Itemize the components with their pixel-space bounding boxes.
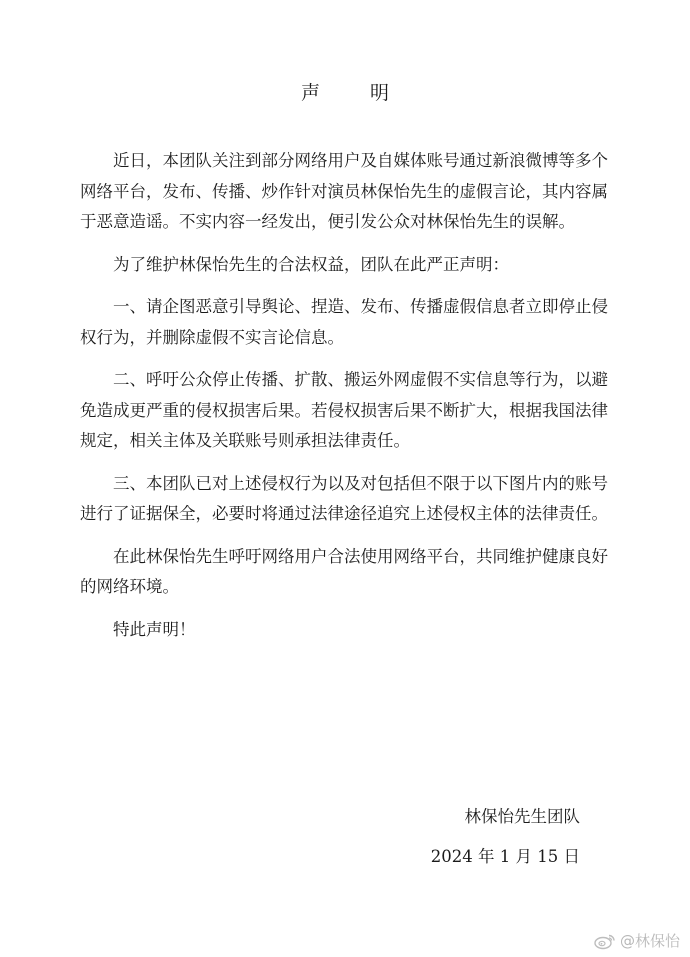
weibo-logo-icon xyxy=(594,932,616,950)
signature: 林保怡先生团队 xyxy=(464,807,580,826)
paragraph: 二、呼吁公众停止传播、扩散、搬运外网虚假不实信息等行为，以避免造成更严重的侵权损害后果。若侵权损害后果不断扩大，根据我国法律规定，相关主体及关联账号则承担法律责任。 xyxy=(80,370,608,450)
paragraph: 特此声明！ xyxy=(113,619,196,639)
date: 2024 年 1 月 15 日 xyxy=(430,847,580,866)
document-title: 声 明 xyxy=(300,82,412,104)
paragraph: 三、本团队已对上述侵权行为以及对包括但不限于以下图片内的账号进行了证据保全，必要时将通过法律途径追究上述侵权主体的法律责任。 xyxy=(80,473,608,523)
paragraph: 近日，本团队关注到部分网络用户及自媒体账号通过新浪微博等多个网络平台，发布、传播、炒作针对演员林保怡先生的虚假言论，其内容属于恶意造谣。不实内容一经发出，便引发公众对林保怡先生的误解。 xyxy=(80,151,608,231)
document-body xyxy=(80,146,608,657)
watermark-text: @林保怡 xyxy=(619,932,680,950)
paragraph: 为了维护林保怡先生的合法权益，团队在此严正声明： xyxy=(113,254,509,274)
paragraph: 在此林保怡先生呼吁网络用户合法使用网络平台，共同维护健康良好的网络环境。 xyxy=(80,546,608,596)
paragraph: 一、请企图恶意引导舆论、捏造、发布、传播虚假信息者立即停止侵权行为，并删除虚假不实言论信息。 xyxy=(80,297,608,347)
weibo-watermark xyxy=(594,930,680,951)
